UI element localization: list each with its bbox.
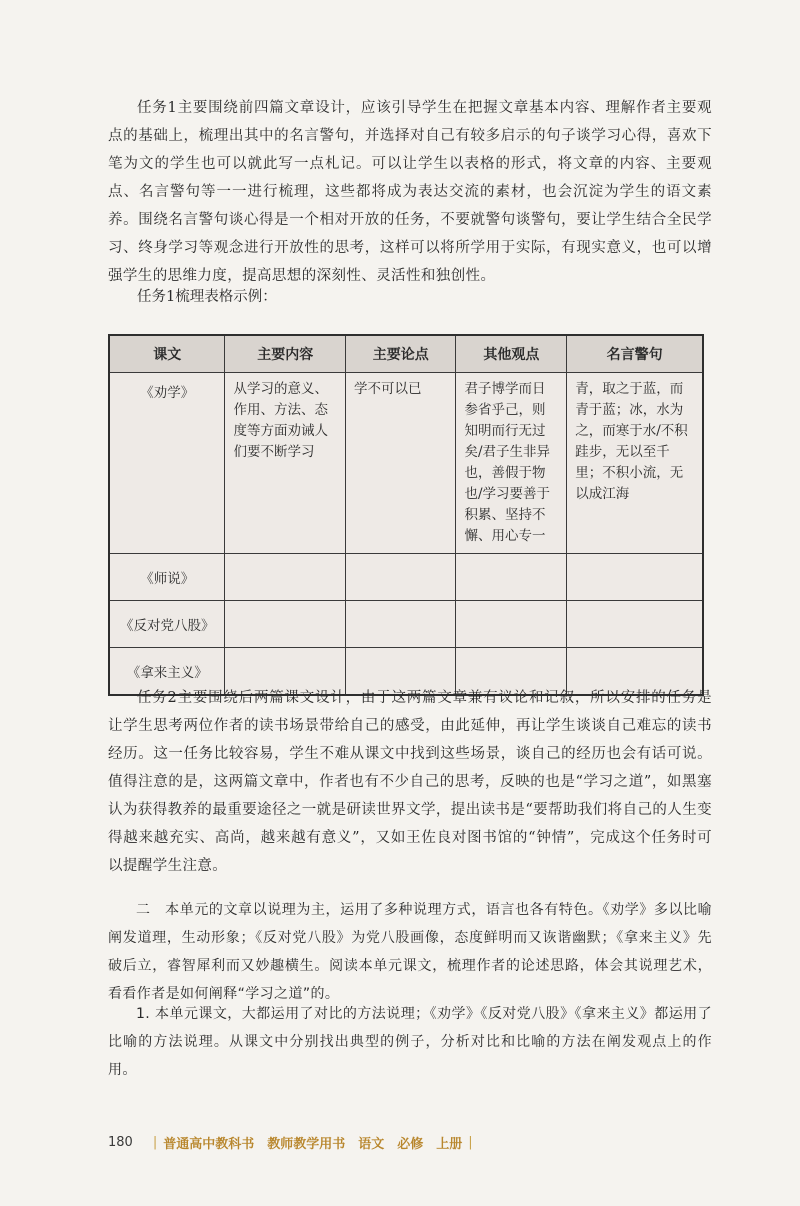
paragraph-section2: 二 本单元的文章以说理为主，运用了多种说理方式，语言也各有特色。《劝学》多以比喻阐发道理，生动形象；《反对党八股》为党八股画像，态度鲜明而又诙谐幽默；《拿来主义》先破后立，睿智犀利而又妙趣横生。阅读本单元课文，梳理作者的论述思路，体会其说理艺术，看看作者是如何阐释“学习之道”的。 xyxy=(108,902,712,1002)
row-title: 《师说》 xyxy=(109,554,225,601)
row-title: 《拿来主义》 xyxy=(109,648,225,696)
row-quote xyxy=(567,554,703,601)
row-thesis xyxy=(346,601,456,648)
paragraph-task1: 任务1主要围绕前四篇文章设计，应该引导学生在把握文章基本内容、理解作者主要观点的基础上，梳理出其中的名言警句，并选择对自己有较多启示的句子谈学习心得，喜欢下笔为文的学生也可以就此写一点札记。可以让学生以表格的形式，将文章的内容、主要观点、名言警句等一一进行梳理，这些都将成为表达交流的素材，也会沉淀为学生的语文素养。围绕名言警句谈心得是一个相对开放的任务，不要就警句谈警句，要让学生结合全民学习、终身学习等观念进行开放性的思考，这样可以将所学用于实际，有现实意义，也可以增强学生的思维力度，提高思想的深刻性、灵活性和独创性。 xyxy=(108,100,712,284)
row-title: 《反对党八股》 xyxy=(109,601,225,648)
row-other: 君子博学而日参省乎己，则知明而行无过矣/君子生非异也，善假于物也/学习要善于积累、坚持不懈、用心专一 xyxy=(456,373,567,554)
header-content: 主要内容 xyxy=(225,335,346,373)
page-footer xyxy=(108,1133,479,1152)
table-row xyxy=(109,554,703,601)
paragraph-task2: 任务2主要围绕后两篇课文设计，由于这两篇文章兼有议论和记叙，所以安排的任务是让学生思考两位作者的读书场景带给自己的感受，由此延伸，再让学生谈谈自己难忘的读书经历。这一任务比较容易，学生不难从课文中找到这些场景，谈自己的经历也会有话可说。值得注意的是，这两篇文章中，作者也有不少自己的思考，反映的也是“学习之道”，如黑塞认为获得教养的最重要途径之一就是研读世界文学，提出读书是“要帮助我们将自己的人生变得越来越充实、高尚，越来越有意义”，又如王佐良对图书馆的“钟情”，完成这个任务时可以提醒学生注意。 xyxy=(108,690,712,874)
row-content xyxy=(225,554,346,601)
row-title: 《劝学》 xyxy=(109,373,225,554)
footer-separator: | xyxy=(152,1135,158,1150)
row-other xyxy=(456,554,567,601)
header-quote: 名言警句 xyxy=(567,335,703,373)
row-other xyxy=(456,601,567,648)
header-other: 其他观点 xyxy=(456,335,567,373)
table-row xyxy=(109,601,703,648)
header-thesis: 主要论点 xyxy=(346,335,456,373)
row-thesis: 学不可以已 xyxy=(346,373,456,554)
row-content xyxy=(225,601,346,648)
header-text: 课文 xyxy=(109,335,225,373)
row-quote: 青，取之于蓝，而青于蓝；冰，水为之，而寒于水/不积跬步，无以至千里；不积小流，无以成江海 xyxy=(567,373,703,554)
row-thesis xyxy=(346,554,456,601)
table-caption: 任务1梳理表格示例： xyxy=(137,289,277,305)
table-header-row xyxy=(109,335,703,373)
footer-separator: | xyxy=(468,1135,473,1150)
paragraph-item1: 1. 本单元课文，大都运用了对比的方法说理；《劝学》《反对党八股》《拿来主义》都运用了比喻的方法说理。从课文中分别找出典型的例子，分析对比和比喻的方法在阐发观点上的作用。 xyxy=(108,1006,712,1078)
page-number: 180 xyxy=(108,1135,133,1150)
row-quote xyxy=(567,601,703,648)
table-row xyxy=(109,373,703,554)
book-title: 普通高中教科书 教师教学用书 语文 必修 上册 xyxy=(163,1137,463,1152)
row-content: 从学习的意义、作用、方法、态度等方面劝诫人们要不断学习 xyxy=(225,373,346,554)
summary-table xyxy=(108,334,704,696)
